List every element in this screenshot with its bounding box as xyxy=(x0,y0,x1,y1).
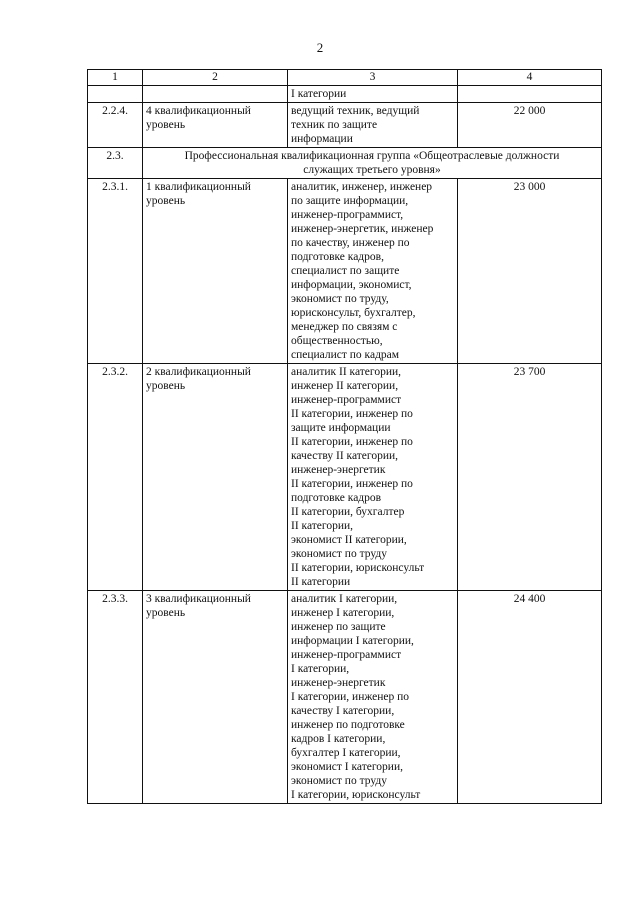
table-row xyxy=(88,179,602,364)
table-row xyxy=(88,364,602,591)
row-number: 2.3.1. xyxy=(88,179,143,364)
cell-empty xyxy=(88,86,143,103)
qualification-level: 3 квалификационный уровень xyxy=(143,591,288,804)
table-row xyxy=(88,103,602,148)
salary-table xyxy=(87,69,602,804)
continuation-row xyxy=(88,86,602,103)
salary-value: 22 000 xyxy=(458,103,602,148)
table-row xyxy=(88,591,602,804)
row-number: 2.3.2. xyxy=(88,364,143,591)
salary-value: 23 000 xyxy=(458,179,602,364)
header-col-1: 1 xyxy=(88,70,143,86)
qualification-level: 2 квалификационный уровень xyxy=(143,364,288,591)
qualification-level: 1 квалификационный уровень xyxy=(143,179,288,364)
salary-value: 24 400 xyxy=(458,591,602,804)
qualification-level: 4 квалификационный уровень xyxy=(143,103,288,148)
group-number: 2.3. xyxy=(88,148,143,179)
header-col-2: 2 xyxy=(143,70,288,86)
positions-list: ведущий техник, ведущий техник по защите информации xyxy=(288,103,458,148)
header-col-4: 4 xyxy=(458,70,602,86)
positions-list: аналитик II категории, инженер II категории, инженер-программист II категории, инженер по защите информации II категории, инженер по качеству II категории, инженер-энергетик II категории, инженер по подготовке кадров II категории, бухгалтер II категории, экономист II категории, экономист по труду II категории, юрисконсульт II категории xyxy=(288,364,458,591)
header-row xyxy=(88,70,602,86)
group-title: Профессиональная квалификационная группа «Общеотраслевые должности служащих третьего уровня» xyxy=(143,148,602,179)
header-col-3: 3 xyxy=(288,70,458,86)
cell-empty xyxy=(143,86,288,103)
row-number: 2.3.3. xyxy=(88,591,143,804)
cell-empty xyxy=(458,86,602,103)
positions-list: аналитик, инженер, инженер по защите информации, инженер-программист, инженер-энергетик, инженер по качеству, инженер по подготовке кадров, специалист по защите информации, экономист, экономист по труду, юрисконсульт, бухгалтер, менеджер по связям с общественностью, специалист по кадрам xyxy=(288,179,458,364)
positions-list: аналитик I категории, инженер I категории, инженер по защите информации I категории, инженер-программист I категории, инженер-энергетик I категории, инженер по качеству I категории, инженер по подготовке кадров I категории, бухгалтер I категории, экономист I категории, экономист по труду I категории, юрисконсульт xyxy=(288,591,458,804)
continuation-text: I категории xyxy=(288,86,458,103)
salary-value: 23 700 xyxy=(458,364,602,591)
page-number: 2 xyxy=(316,40,324,55)
row-number: 2.2.4. xyxy=(88,103,143,148)
group-row xyxy=(88,148,602,179)
